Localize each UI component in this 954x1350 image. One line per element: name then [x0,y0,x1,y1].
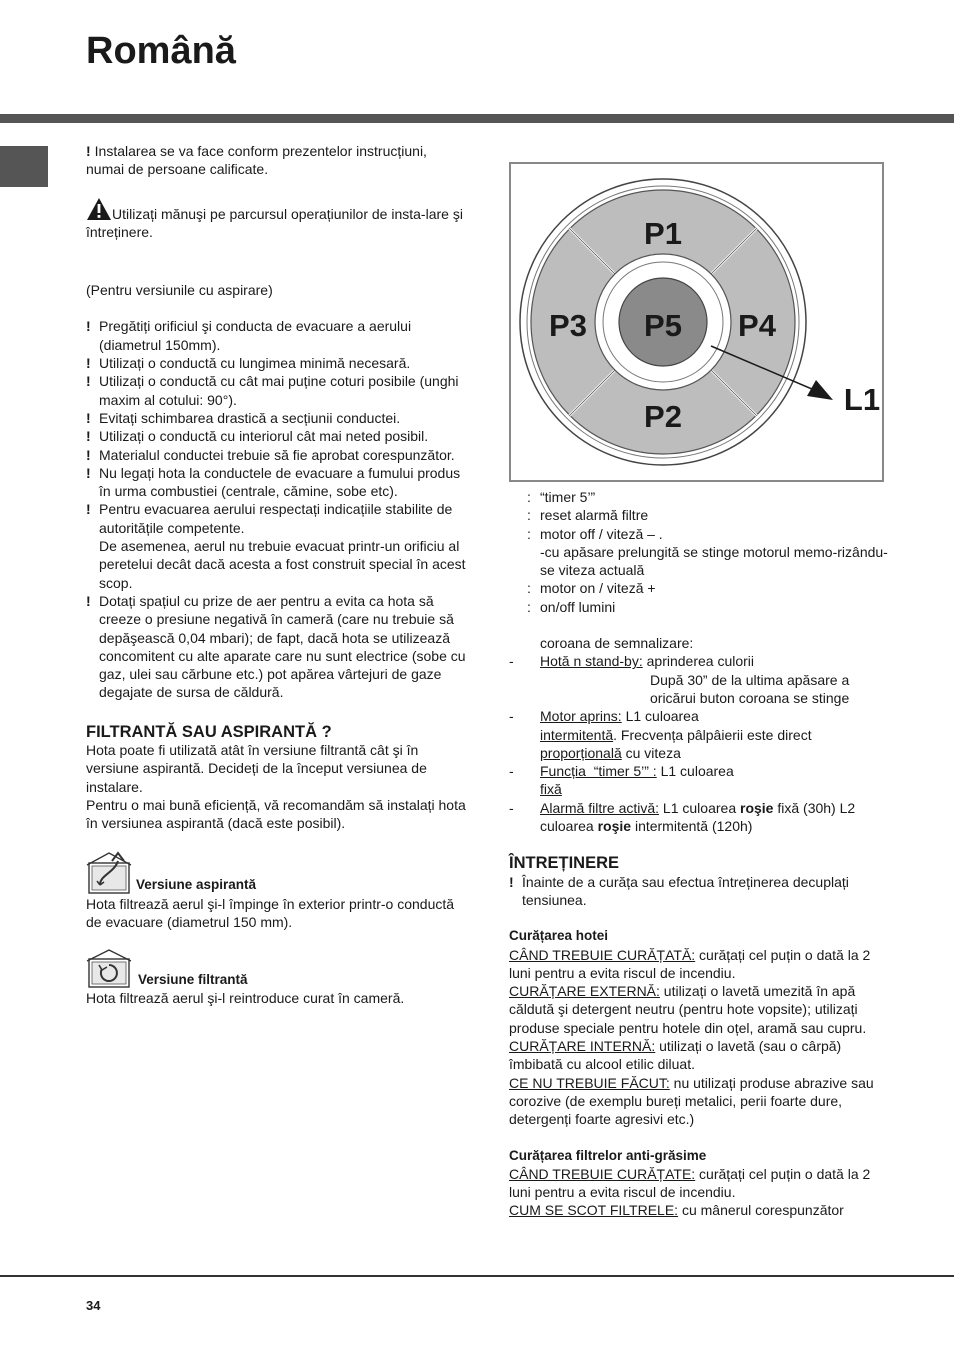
page-number: 34 [86,1298,101,1313]
clean-hood-title: Curățarea hotei [509,928,609,944]
filters-remove: CUM SE SCOT FILTRELE: cu mânerul corespunzător [509,1202,844,1219]
aspirant-text: Hota filtrează aerul şi-l împinge în exterior printr-o conductă de evacuare (diametrul 150 mm). [86,895,455,930]
led-l1-label: L1 [843,382,881,417]
filters-when: CÂND TREBUIE CURĂȚATE: curățați cel puțin o dată la 2 luni pentru a evita riscul de incendiu. [509,1165,871,1201]
button-p2-label: P2 [644,399,682,434]
left-column [86,142,466,1007]
clean-dont: CE NU TREBUIE FĂCUT: nu utilizați produse abrazive sau corozive (de exemplu bureți metalici, perii foarte dure, detergenți foarte agresivi etc.) [509,1074,874,1128]
clean-when: CÂND TREBUIE CURĂȚATĂ: curățați cel puțin o dată la 2 luni pentru a evita riscul de incendiu. [509,946,871,981]
aspirare-note: (Pentru versiunile cu aspirare) [86,282,273,299]
list-item: ! Pentru evacuarea aerului respectați indicațiile stabilite de autoritățile competente. De asemenea, aerul nu trebuie evacuat printr-un orificiu al peretelui decât dacă acesta a fost construit special în acest scop. [86,501,466,591]
section-heading: FILTRANTĂ SAU ASPIRANTĂ ? [86,722,332,741]
list-item: : reset alarmă filtre [527,507,649,524]
maintenance-warning: ! Înainte de a curăța sau efectua întreținerea decuplați tensiunea. [509,873,849,908]
right-column [509,488,889,1220]
button-p5-label: P5 [644,308,682,343]
footer-divider [0,1275,954,1277]
list-item: ! Materialul conductei trebuie să fie aprobat corespunzător. [86,446,455,463]
coroana-label: coroana de semnalizare: [540,635,694,652]
list-item: ! Dotați spațiul cu prize de aer pentru a evita ca hota să creeze o presiune negativă în cameră (care nu trebuie să depăşească 0,04 mbari); de fapt, dacă hota se utilizează concomitent cu alte aparate care nu sunt electrice (sobe cu gaz, ulei sau cărbune etc.) pot apărea vârtejuri de gaze degajate de sursa de căldură. [86,592,466,701]
control-buttons-illustration [511,164,882,480]
intro-text: Instalarea se va face conform prezentelor instrucțiuni, numai de persoane calificate. [86,143,427,178]
button-p1-label: P1 [644,216,682,251]
header-bar [0,114,954,123]
aspirant-label: Versiune aspirantă [136,877,257,893]
exclamation-mark: ! [86,143,91,159]
list-item: ! Pregătiți orificiul şi conducta de evacuare a aerului (diametrul 150mm). [86,318,412,353]
list-item: ! Evitați schimbarea drastică a secțiunii conductei. [86,409,401,426]
aspirant-house-icon [86,849,134,895]
control-panel-diagram [509,162,884,482]
list-item: - Motor aprins: L1 culoarea intermitentă. Frecvența pâlpâierii este direct proporțională cu viteza [509,708,812,761]
clean-filters-title: Curățarea filtrelor anti-grăsime [509,1147,707,1163]
list-item: -cu apăsare prelungită se stinge motorul memo-rizându-se viteza actuală [540,543,888,579]
gloves-warning [86,197,466,242]
button-legend [509,488,889,616]
section-paragraph-1: Hota poate fi utilizată atât în versiune filtrantă cât şi în versiune aspirantă. Decideți de la început versiunea de instalare. [86,742,427,795]
list-item: : on/off lumini [527,598,616,615]
button-p4-label: P4 [738,308,776,343]
page-title: Română [86,30,236,72]
intro-paragraph [86,142,466,179]
list-item: : motor on / viteză + [527,580,656,597]
filtrant-label: Versiune filtrantă [138,971,248,987]
filtrant-text: Hota filtrează aerul şi-l reintroduce curat în cameră. [86,990,405,1007]
filtrant-version-row [86,949,466,989]
section-paragraph-2: Pentru o mai bună eficiență, vă recomandăm să instalați hota în versiunea aspirantă (dacă este posibil). [86,796,466,832]
gloves-text: Utilizați mănuşi pe parcursul operațiunilor de insta-lare şi întreținere. [86,205,463,240]
filtrant-house-icon [86,949,134,989]
list-item: ! Utilizați o conductă cu cât mai puține coturi posibile (unghi maxim al cotului: 90°). [86,373,459,408]
list-item: ! Utilizați o conductă cu interiorul cât mai neted posibil. [86,428,429,445]
button-p3-label: P3 [549,308,587,343]
list-item: - Hotă n stand-by: aprinderea culorii După 30” de la ultima apăsare a oricărui buton coroana se stinge [509,653,850,706]
aspirant-version-row [86,849,466,895]
list-item: ! Utilizați o conductă cu lungimea minimă necesară. [86,355,411,372]
list-item: : “timer 5’” [527,489,596,505]
installation-bullets [86,317,466,701]
list-item: ! Nu legați hota la conductele de evacuare a fumului produs în urma combustiei (centrale, cămine, sobe etc). [86,464,461,500]
list-item: : motor off / viteză – . [527,525,663,542]
section-tab [0,146,48,187]
list-item: - Funcția “timer 5’” : L1 culoarea fixă [509,763,734,798]
clean-internal: CURĂȚARE INTERNĂ: utilizați o lavetă (sau o cârpă) îmbibată cu alcool etilic diluat. [509,1038,842,1073]
warning-triangle-icon [86,197,112,221]
maintenance-heading: ÎNTREȚINERE [509,854,620,873]
clean-external: CURĂȚARE EXTERNĂ: utilizați o lavetă umezită în apă căldută şi detergent neutru (pentru hote vopsite); utilizați produse speciale pentru hotele din oțel, aramă sau cupru. [509,983,867,1036]
list-item: - Alarmă filtre activă: L1 culoarea roşie fixă (30h) L2 culoarea roşie intermitentă (120h) [509,799,856,835]
